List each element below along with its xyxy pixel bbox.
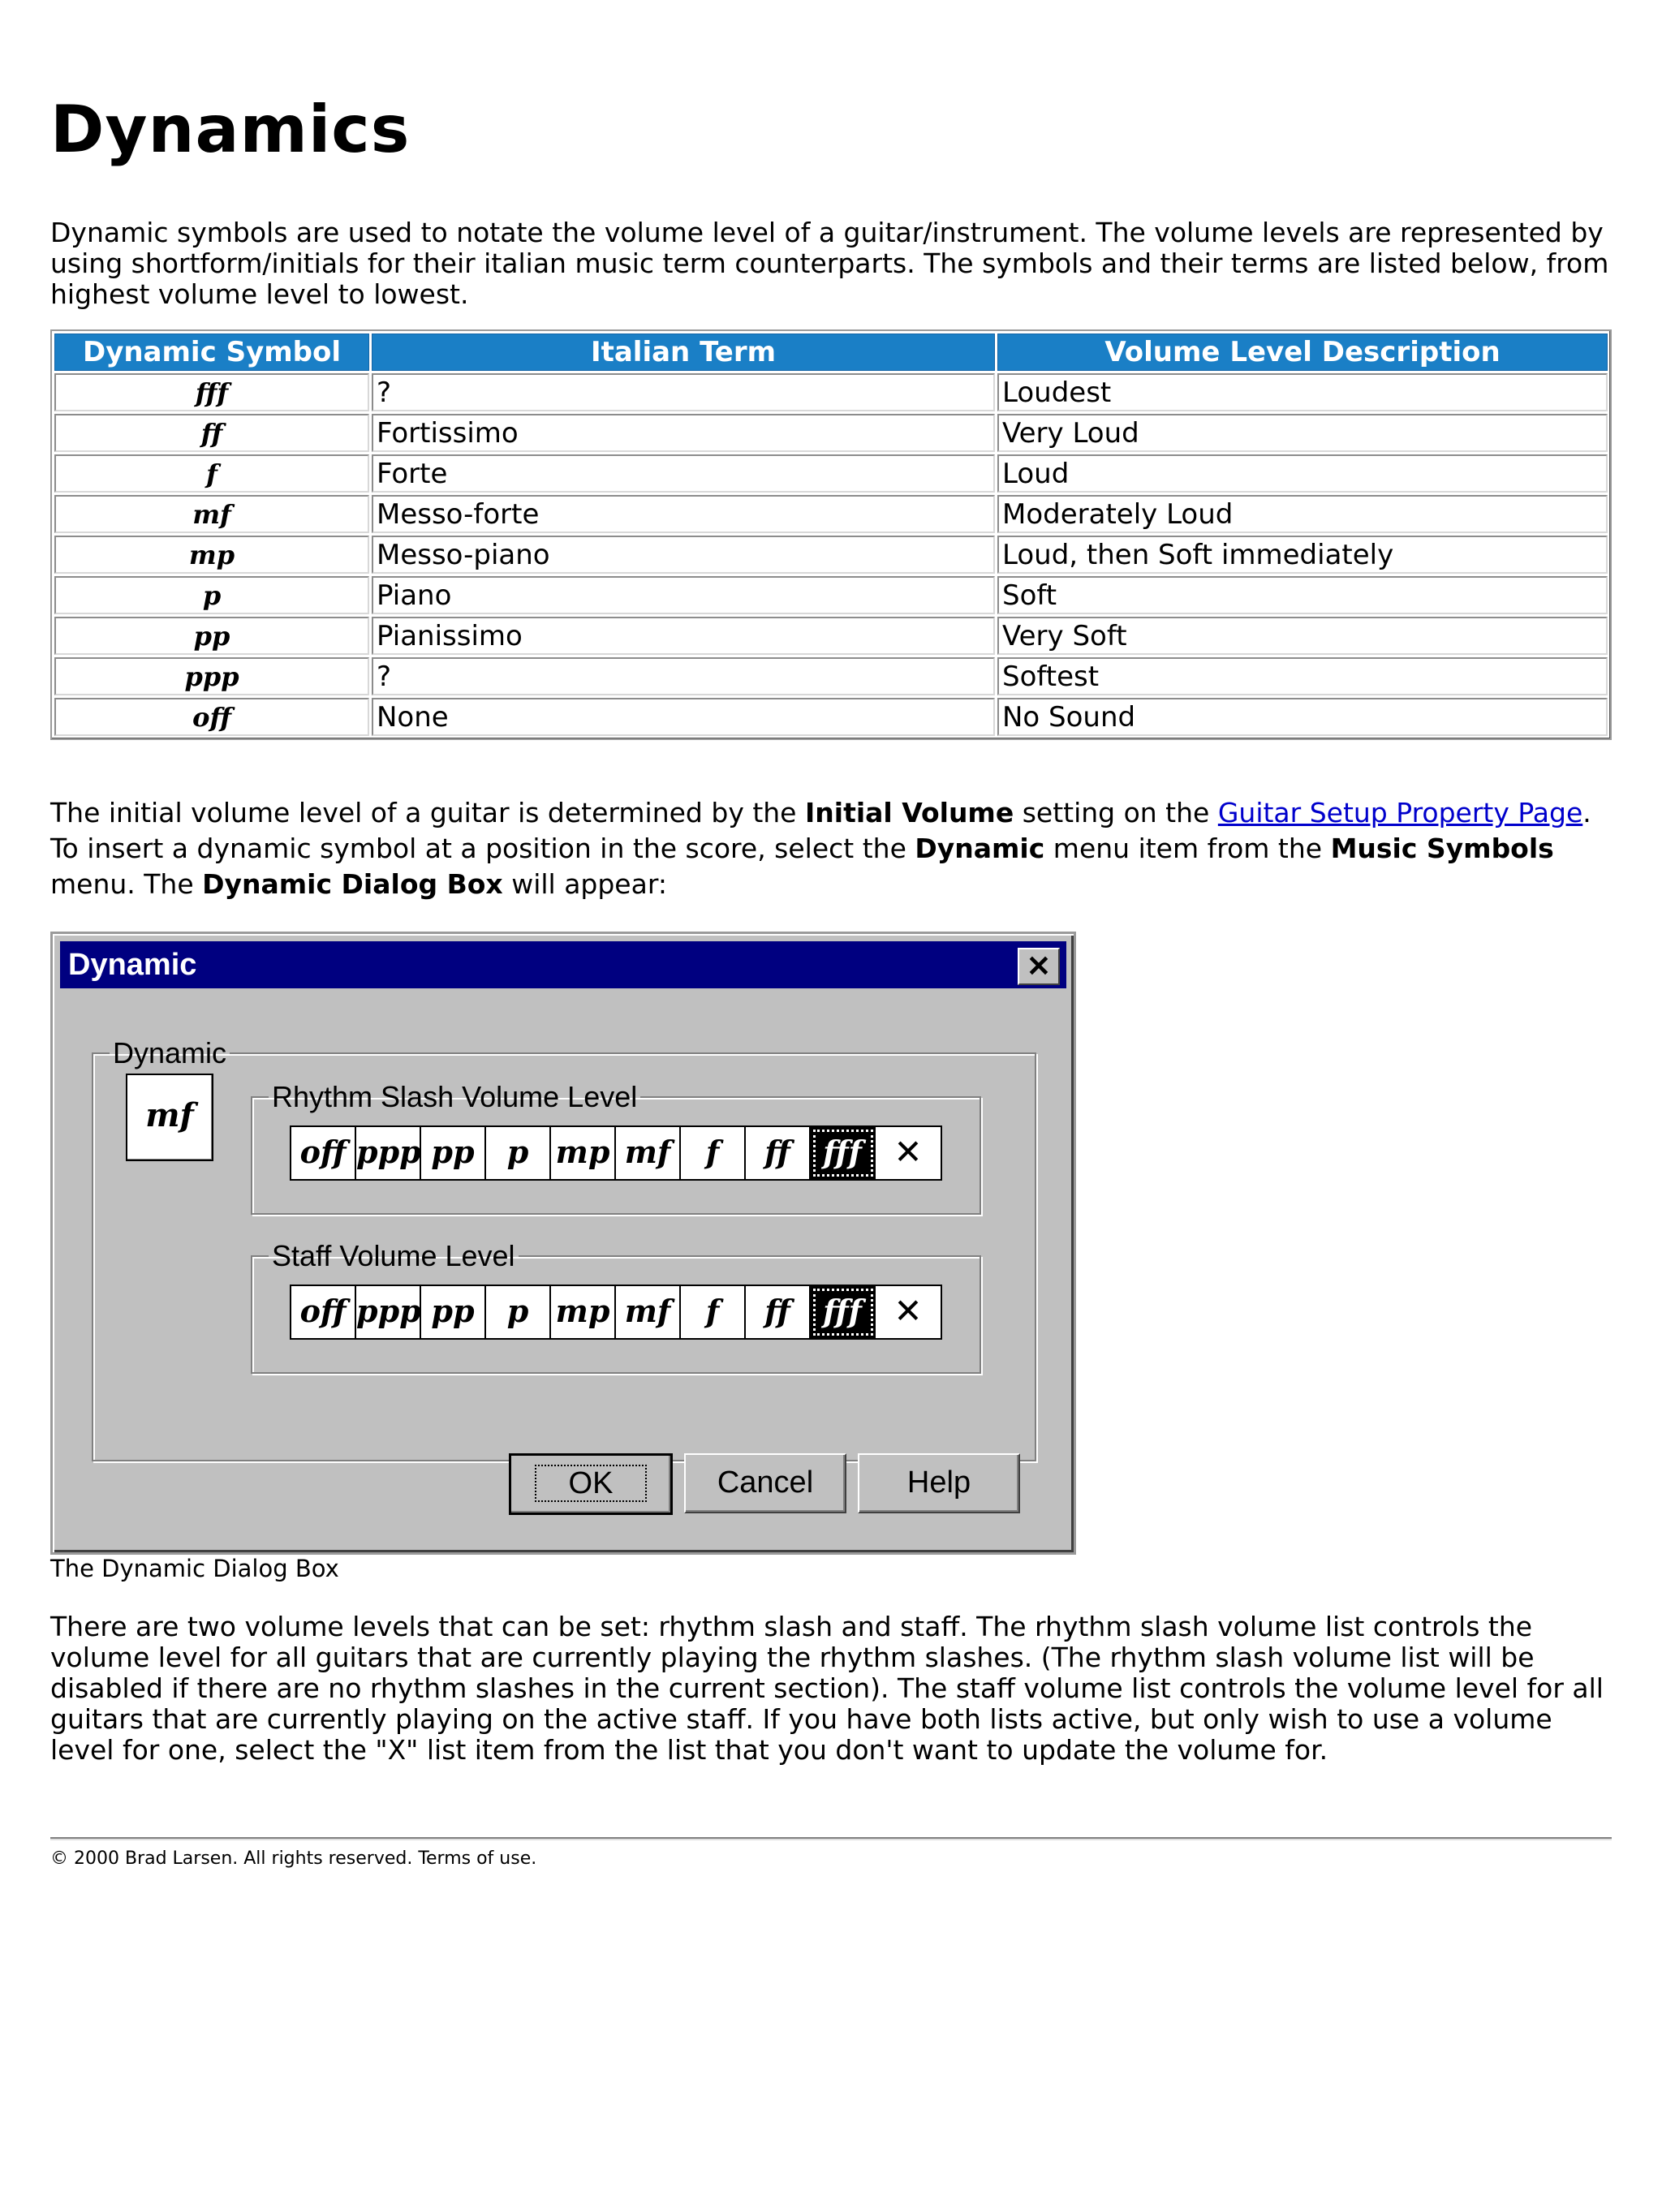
- text: will appear:: [502, 868, 667, 900]
- table-body: [54, 373, 1608, 736]
- ok-button[interactable]: [509, 1453, 673, 1515]
- instructions-paragraph: [50, 795, 1612, 902]
- rhythm-slash-label: Rhythm Slash Volume Level: [272, 1080, 638, 1113]
- italian-term-cell: Piano: [372, 576, 995, 614]
- description-cell: Moderately Loud: [997, 495, 1608, 533]
- description-cell: Very Loud: [997, 414, 1608, 452]
- italian-term-cell: Fortissimo: [372, 414, 995, 452]
- copyright: © 2000 Brad Larsen. All rights reserved. Terms of use.: [50, 1848, 537, 1869]
- description-cell: Very Soft: [997, 617, 1608, 655]
- volume-level-fff[interactable]: fff: [811, 1286, 876, 1338]
- dynamic-group-label: Dynamic: [113, 1036, 227, 1069]
- dynamics-table: [50, 329, 1612, 740]
- staff-volume-label: Staff Volume Level: [272, 1239, 515, 1272]
- current-dynamic-preview: mf: [126, 1074, 213, 1161]
- table-row: [54, 373, 1608, 411]
- volume-level-off[interactable]: off: [291, 1286, 356, 1338]
- guitar-setup-link[interactable]: Guitar Setup Property Page: [1217, 797, 1583, 828]
- description-cell: Loud, then Soft immediately: [997, 536, 1608, 574]
- text: setting on the: [1014, 797, 1218, 828]
- dynamic-symbol-cell: ff: [54, 414, 369, 452]
- text: . To insert a dynamic symbol at a position in the score, select the: [50, 797, 1591, 864]
- italian-term-cell: Messo-forte: [372, 495, 995, 533]
- italian-term-cell: Pianissimo: [372, 617, 995, 655]
- dynamic-symbol-cell: mf: [54, 495, 369, 533]
- italian-term-cell: Messo-piano: [372, 536, 995, 574]
- dialog-title: Dynamic: [68, 948, 197, 982]
- dynamic-bold: Dynamic: [915, 833, 1045, 864]
- dynamic-symbol-cell: ppp: [54, 657, 369, 695]
- text: menu. The: [50, 868, 203, 900]
- close-icon[interactable]: ✕: [1018, 948, 1060, 985]
- dynamic-symbol-cell: fff: [54, 373, 369, 411]
- table-header-row: [54, 334, 1608, 371]
- dialog-box-bold: Dynamic Dialog Box: [202, 868, 503, 900]
- italian-term-cell: None: [372, 698, 995, 736]
- initial-volume-bold: Initial Volume: [804, 797, 1014, 828]
- volume-level-mf[interactable]: mf: [616, 1286, 681, 1338]
- volume-level-p[interactable]: p: [486, 1127, 551, 1179]
- dynamic-symbol-cell: pp: [54, 617, 369, 655]
- volume-level-ppp[interactable]: ppp: [356, 1127, 421, 1179]
- description-cell: Loud: [997, 454, 1608, 493]
- description-cell: Softest: [997, 657, 1608, 695]
- italian-term-cell: ?: [372, 373, 995, 411]
- volume-level-p[interactable]: p: [486, 1286, 551, 1338]
- footer-divider: [50, 1837, 1612, 1840]
- volume-level-ff[interactable]: ff: [746, 1286, 811, 1338]
- table-row: [54, 617, 1608, 655]
- italian-term-cell: Forte: [372, 454, 995, 493]
- clear-level-icon[interactable]: ✕: [893, 1132, 923, 1172]
- description-cell: Loudest: [997, 373, 1608, 411]
- description-cell: No Sound: [997, 698, 1608, 736]
- volume-level-mp[interactable]: mp: [551, 1286, 616, 1338]
- volume-level-fff[interactable]: fff: [811, 1127, 876, 1179]
- description-cell: Soft: [997, 576, 1608, 614]
- volume-level-mp[interactable]: mp: [551, 1127, 616, 1179]
- volume-levels-paragraph: There are two volume levels that can be set: rhythm slash and staff. The rhythm slash volume list controls the volume level for all guitars that are currently playing the rhythm slashes. (The rhythm slash volume list will be disabled if there are no rhythm slashes in the current section). The staff volume list controls the volume level for all guitars that are currently playing on the active staff. If you have both lists active, but only wish to use a volume level for one, select the "X" list item from the list that you don't want to update the volume for.: [50, 1611, 1604, 1766]
- rhythm-volume-list[interactable]: [290, 1125, 942, 1181]
- text: The initial volume level of a guitar is determined by the: [50, 797, 805, 828]
- volume-level-mf[interactable]: mf: [616, 1127, 681, 1179]
- dynamic-symbol-cell: p: [54, 576, 369, 614]
- table-row: [54, 495, 1608, 533]
- table-row: [54, 698, 1608, 736]
- volume-level-f[interactable]: f: [681, 1286, 746, 1338]
- table-row: [54, 414, 1608, 452]
- text: menu item from the: [1044, 833, 1331, 864]
- table-row: [54, 657, 1608, 695]
- table-row: [54, 536, 1608, 574]
- music-symbols-bold: Music Symbols: [1330, 833, 1554, 864]
- dynamic-symbol-cell: off: [54, 698, 369, 736]
- header-term: Italian Term: [372, 334, 995, 371]
- intro-paragraph: Dynamic symbols are used to notate the volume level of a guitar/instrument. The volume levels are represented by using shortform/initials for their italian music term counterparts. The symbols and their terms are listed below, from highest volume level to lowest.: [50, 217, 1609, 310]
- italian-term-cell: ?: [372, 657, 995, 695]
- volume-level-f[interactable]: f: [681, 1127, 746, 1179]
- volume-level-ppp[interactable]: ppp: [356, 1286, 421, 1338]
- ok-label: OK: [535, 1465, 648, 1502]
- help-button[interactable]: Help: [858, 1453, 1020, 1513]
- table-row: [54, 454, 1608, 493]
- page-title: Dynamics: [50, 92, 411, 167]
- header-symbol: Dynamic Symbol: [54, 334, 369, 371]
- volume-level-ff[interactable]: ff: [746, 1127, 811, 1179]
- figure-caption: The Dynamic Dialog Box: [50, 1555, 339, 1582]
- cancel-button[interactable]: Cancel: [684, 1453, 846, 1513]
- clear-level-icon[interactable]: ✕: [893, 1291, 923, 1331]
- dynamic-symbol-cell: f: [54, 454, 369, 493]
- volume-level-pp[interactable]: pp: [421, 1127, 486, 1179]
- table-row: [54, 576, 1608, 614]
- dialog-titlebar: [60, 941, 1066, 988]
- volume-level-off[interactable]: off: [291, 1127, 356, 1179]
- header-description: Volume Level Description: [997, 334, 1608, 371]
- staff-volume-list[interactable]: [290, 1285, 942, 1340]
- volume-level-pp[interactable]: pp: [421, 1286, 486, 1338]
- dynamic-dialog: [50, 932, 1076, 1555]
- dynamic-symbol-cell: mp: [54, 536, 369, 574]
